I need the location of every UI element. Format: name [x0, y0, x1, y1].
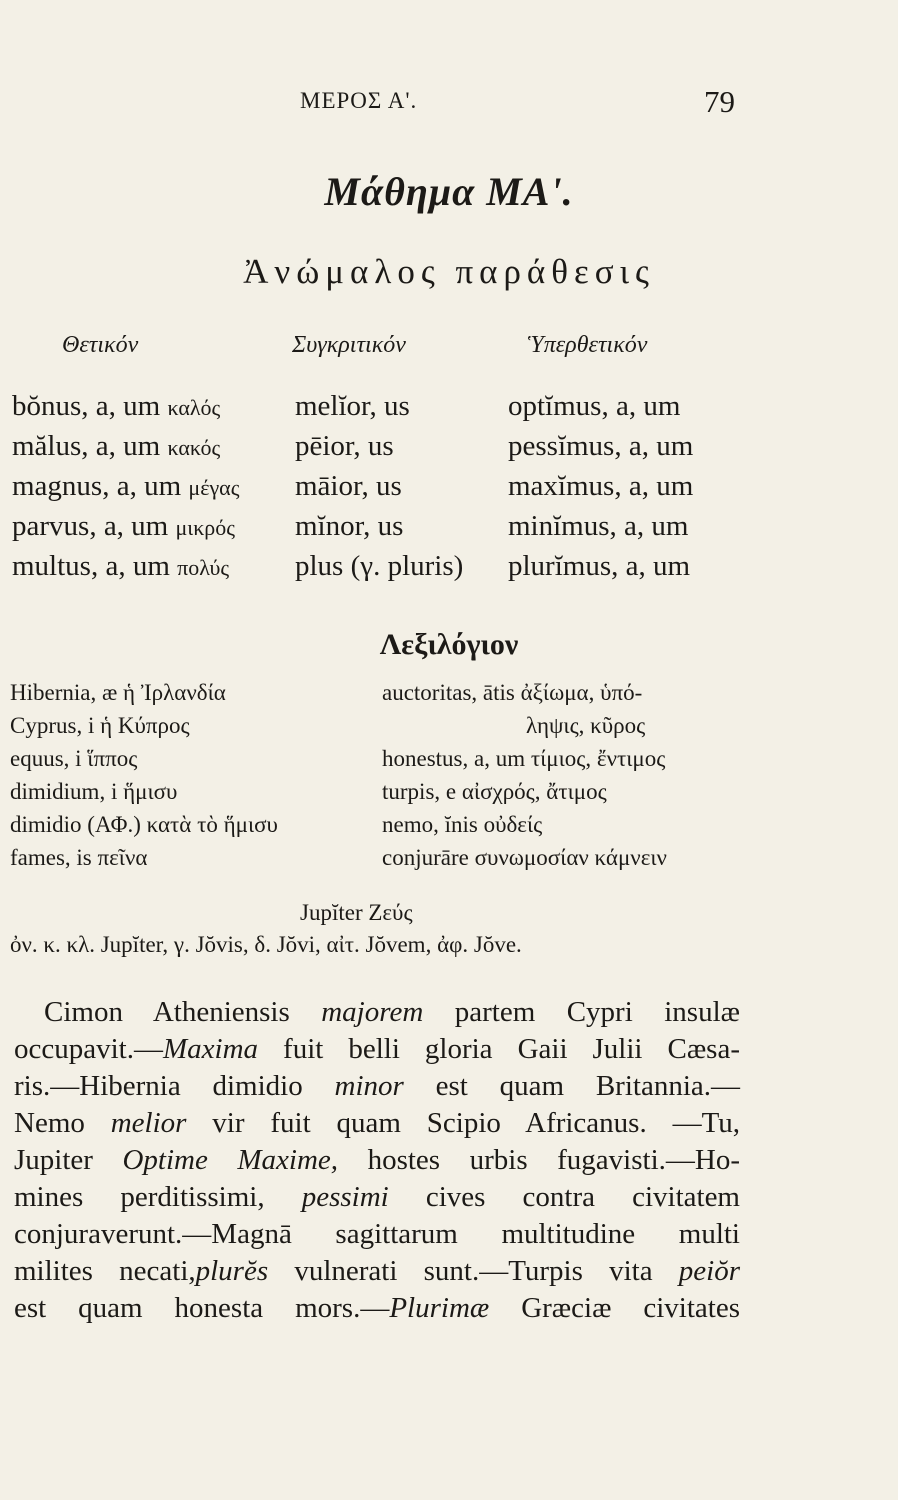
list-item	[0, 779, 898, 812]
page-number: 79	[704, 84, 735, 119]
vocab-right: ληψις, κῦρος	[526, 713, 646, 738]
text-line	[14, 1068, 740, 1105]
jupiter-headword: Jupĭter Ζεύς	[300, 900, 413, 925]
positive-form	[12, 550, 229, 583]
text-line	[14, 1290, 740, 1327]
lesson-title: Μάθημα ΜΑ'.	[324, 169, 574, 214]
italic-run: minor	[334, 1070, 404, 1102]
table-row	[0, 390, 898, 430]
superlative-form: optĭmus, a, um	[508, 390, 681, 422]
list-item	[0, 746, 898, 779]
superlative-form: pessĭmus, a, um	[508, 430, 694, 462]
text-run: hostes urbis fugavisti.—Ho-	[338, 1144, 740, 1176]
running-title: ΜΕΡΟΣ Α'.	[300, 88, 418, 113]
table-row	[0, 510, 898, 550]
positive-greek: μικρός	[175, 515, 235, 540]
heading-superlative: Ὑπερθετικόν	[528, 332, 648, 358]
positive-latin: mălus, a, um	[12, 430, 161, 462]
comparative-form: māior, us	[295, 470, 402, 502]
section-subtitle: Ἀνώμαλος παράθεσις	[243, 252, 655, 291]
positive-greek: πολύς	[177, 555, 230, 580]
vocab-right: honestus, a, um τίμιος, ἔντιμος	[382, 746, 666, 771]
vocab-left: equus, i ἵππος	[10, 746, 138, 771]
vocab-left: dimidium, i ἥμισυ	[10, 779, 178, 804]
italic-run: plurĕs	[195, 1255, 269, 1287]
italic-run: Optime Maxime,	[122, 1144, 339, 1176]
text-run: milites necati,	[14, 1255, 196, 1287]
vocabulary-list	[0, 680, 898, 878]
text-run: fuit belli gloria Gaii Julii Cæsa-	[258, 1033, 740, 1065]
comparative-form: melĭor, us	[295, 390, 410, 422]
positive-greek: κακός	[167, 435, 221, 460]
positive-latin: bŏnus, a, um	[12, 390, 161, 422]
vocab-right: auctoritas, ātis ἀξίωμα, ὑπό-	[382, 680, 643, 705]
text-run: occupavit.—	[14, 1033, 163, 1065]
text-run: vir fuit quam Scipio Africanus. —Tu,	[186, 1107, 741, 1139]
text-run: est quam honesta mors.—	[14, 1292, 390, 1324]
text-run: Jupiter	[14, 1144, 123, 1176]
text-run: ris.—Hibernia dimidio	[14, 1070, 335, 1102]
superlative-form: minĭmus, a, um	[508, 510, 689, 542]
list-item	[0, 713, 898, 746]
vocab-left: fames, is πεῖνα	[10, 845, 148, 870]
italic-run: peiŏr	[678, 1255, 740, 1287]
text-run: Græciæ civitates	[489, 1292, 740, 1324]
text-line	[14, 994, 740, 1031]
positive-latin: magnus, a, um	[12, 470, 182, 502]
positive-form	[12, 430, 220, 463]
italic-run: Plurimæ	[389, 1292, 490, 1324]
superlative-form: maxĭmus, a, um	[508, 470, 694, 502]
vocab-right: turpis, e αἰσχρός, ἄτιμος	[382, 779, 607, 804]
positive-greek: μέγας	[188, 475, 240, 500]
table-row	[0, 470, 898, 510]
list-item	[0, 845, 898, 878]
positive-form	[12, 470, 239, 503]
table-row	[0, 430, 898, 470]
text-line	[14, 1031, 740, 1068]
text-run: mines perditissimi,	[14, 1181, 302, 1213]
vocab-right: nemo, ĭnis οὐδείς	[382, 812, 543, 837]
jupiter-declension: ὀν. κ. κλ. Jupĭter, γ. Jŏvis, δ. Jŏvi, αἰτ. Jŏvem, ἀφ. Jŏve.	[10, 932, 522, 957]
positive-latin: parvus, a, um	[12, 510, 169, 542]
italic-run: majorem	[321, 996, 424, 1028]
text-run: vulnerati sunt.—Turpis vita	[268, 1255, 679, 1287]
italic-run: melior	[110, 1107, 187, 1139]
text-run: partem Cypri insulæ	[423, 996, 740, 1028]
text-line	[14, 1216, 740, 1253]
table-row	[0, 550, 898, 590]
degree-column-headings	[0, 332, 898, 372]
positive-form	[12, 390, 220, 423]
text-run: est quam Britannia.—	[403, 1070, 741, 1102]
text-line	[14, 1253, 740, 1290]
text-run: conjuraverunt.—Magnā sagittarum multitudine multi	[14, 1218, 740, 1250]
comparative-form: pēior, us	[295, 430, 394, 462]
vocabulary-heading: Λεξιλόγιον	[379, 628, 519, 661]
text-run: cives contra civitatem	[388, 1181, 740, 1213]
heading-comparative: Συγκριτικόν	[292, 332, 406, 358]
vocab-left: Cyprus, i ἡ Κύπρος	[10, 713, 190, 738]
list-item	[0, 680, 898, 713]
comparison-table	[0, 390, 898, 590]
superlative-form: plurĭmus, a, um	[508, 550, 691, 582]
positive-latin: multus, a, um	[12, 550, 170, 582]
italic-run: pessimi	[301, 1181, 389, 1213]
text-line	[14, 1105, 740, 1142]
comparative-form: mĭnor, us	[295, 510, 404, 542]
exercise-text	[14, 994, 740, 1327]
text-line	[14, 1142, 740, 1179]
vocab-left: Hibernia, æ ἡ Ἰρλανδία	[10, 680, 226, 705]
page-header	[0, 84, 898, 128]
text-run: Nemo	[14, 1107, 111, 1139]
vocab-right: conjurāre συνωμοσίαν κάμνειν	[382, 845, 667, 870]
heading-positive: Θετικόν	[62, 332, 139, 358]
text-line	[14, 1179, 740, 1216]
positive-form	[12, 510, 235, 543]
list-item	[0, 812, 898, 845]
comparative-form: plus (γ. pluris)	[295, 550, 464, 582]
text-run: Cimon Atheniensis	[44, 996, 322, 1028]
italic-run: Maxima	[162, 1033, 259, 1065]
positive-greek: καλός	[167, 395, 221, 420]
vocab-left: dimidio (ΑΦ.) κατὰ τὸ ἥμισυ	[10, 812, 278, 837]
